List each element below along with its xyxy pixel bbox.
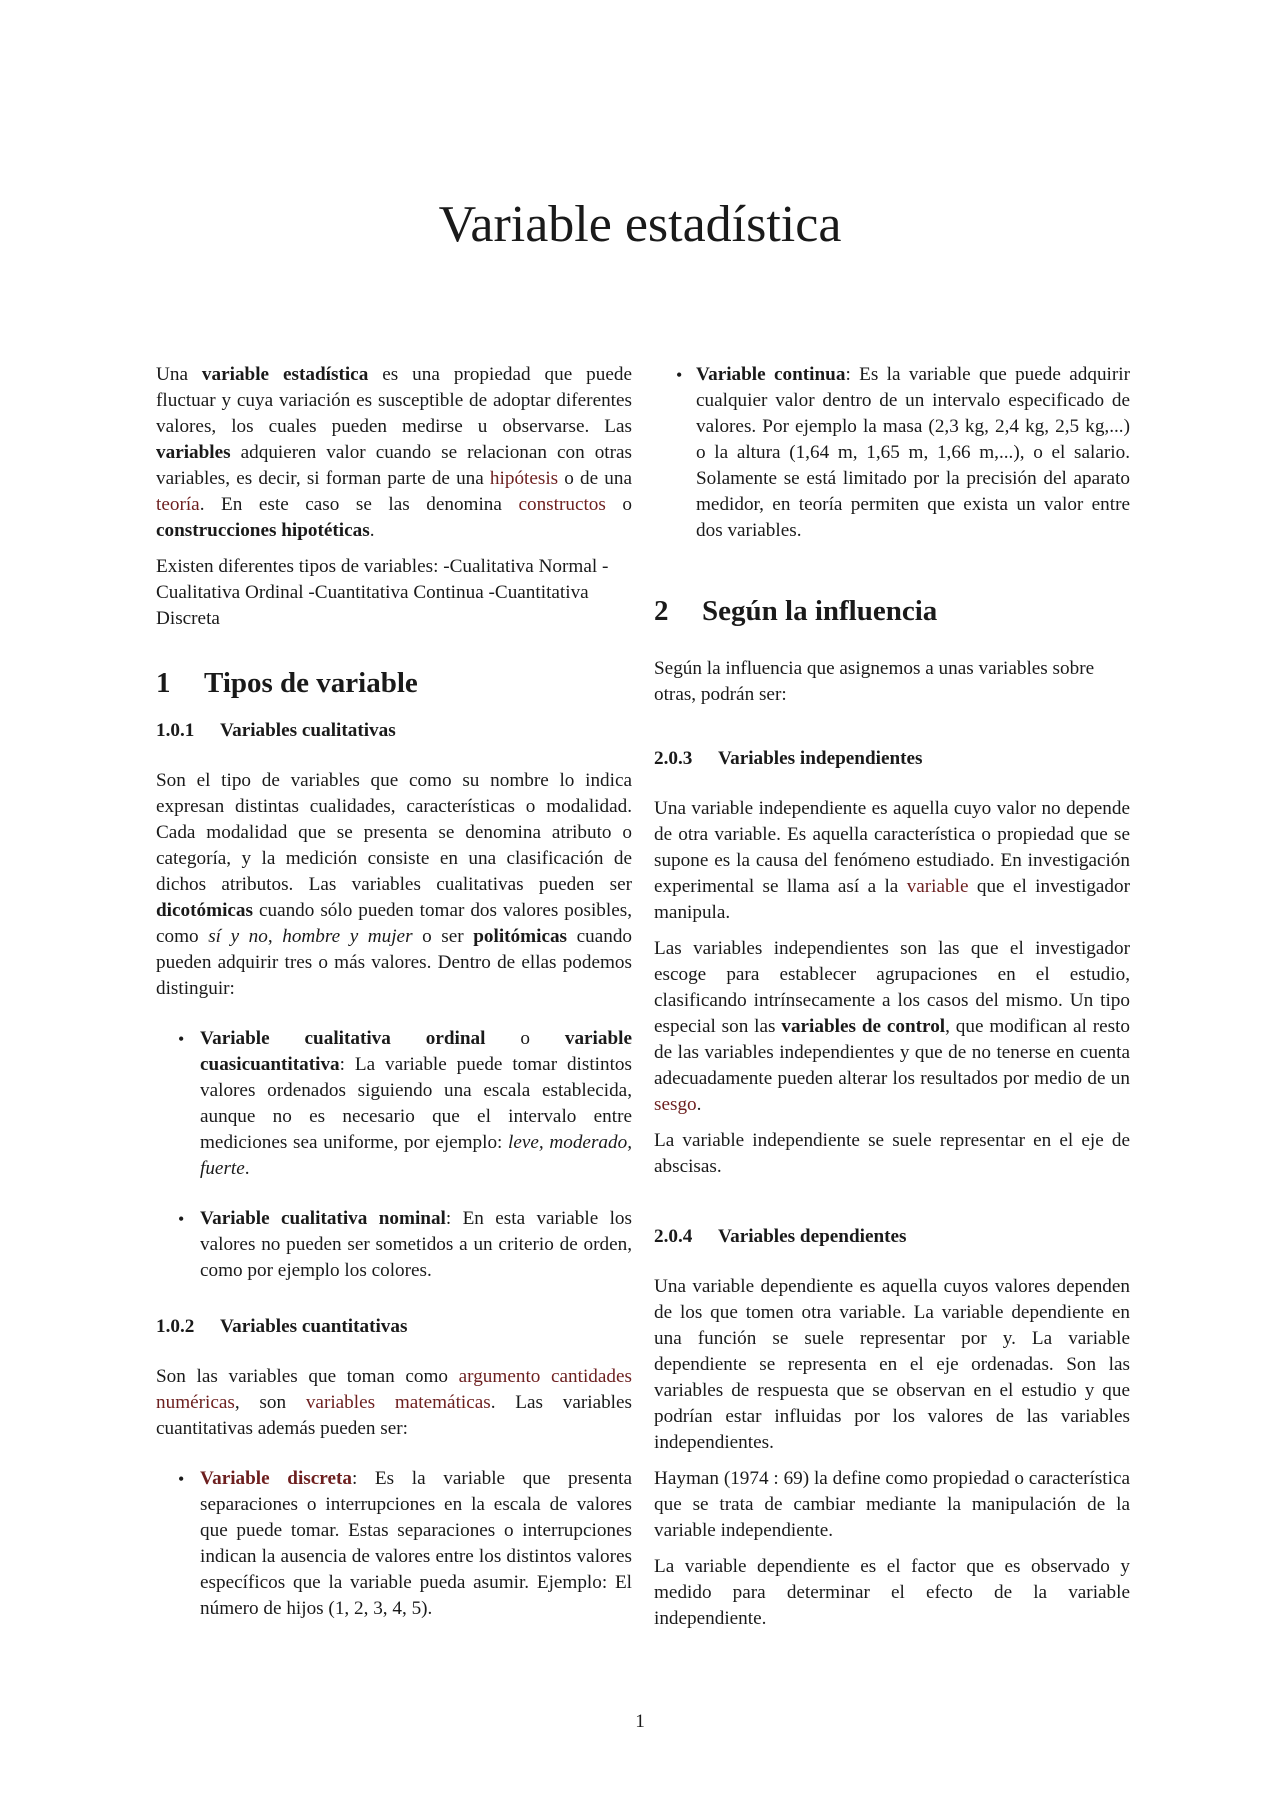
section-2-heading: 2 Según la influencia	[654, 595, 938, 627]
term-construcciones: construcciones hipotéticas	[156, 520, 370, 541]
independientes-paragraph-1: Una variable independiente es aquella cuyo valor no depende de otra variable. Es aquella característica o propiedad que se supone es la causa del fenómeno estudiado. En investigación experimental se llama así a la variable que el investigador manipula.	[654, 798, 1131, 923]
subsection-102-heading: 1.0.2 Variables cuantitativas	[156, 1316, 408, 1337]
link-constructos[interactable]: constructos	[518, 494, 606, 515]
list-item: • Variable cualitativa ordinal o variable cuasicuantitativa: La variable puede tomar distintos valores ordenados siguiendo una escala establecida, aunque no es necesario que el intervalo entre mediciones sea uniforme, por ejemplo: leve, moderado, fuerte.	[156, 1026, 632, 1182]
left-column	[156, 362, 632, 1622]
page-number: 1	[635, 1711, 645, 1732]
link-teoria[interactable]: teoría	[156, 494, 200, 515]
right-column	[654, 362, 1130, 1642]
dependientes-paragraph-3: La variable dependiente es el factor que es observado y medido para determinar el efecto de la variable independiente.	[654, 1556, 1130, 1629]
link-variable[interactable]: variable	[906, 876, 969, 897]
cuantitativas-list-continued	[654, 362, 1130, 544]
cualitativas-paragraph: Son el tipo de variables que como su nombre lo indica expresan distintas cualidades, características o modalidad. Cada modalidad que se presenta se denomina atributo o categoría, y la medición consiste en una clasificación de dichos atributos. Las variables cualitativas pueden ser dicotómicas cuando sólo pueden tomar dos valores posibles, como sí y no, hombre y mujer o ser politómicas cuando pueden adquirir tres o más valores. Dentro de ellas podemos distinguir:	[156, 770, 633, 999]
cuantitativas-list	[156, 1466, 632, 1622]
list-item: • Variable continua: Es la variable que puede adquirir cualquier valor dentro de un intervalo especificado de valores. Por ejemplo la masa (2,3 kg, 2,4 kg, 2,5 kg,...) o la altura (1,64 m, 1,65 m, 1,66 m,...), o el salario. Solamente se está limitado por la precisión del aparato medidor, en teoría permiten que exista un valor entre dos variables.	[654, 362, 1130, 544]
term-variable-estadistica: variable estadística	[201, 364, 369, 385]
list-item: • Variable discreta: Es la variable que presenta separaciones o interrupciones en la escala de valores que puede tomar. Estas separaciones o interrupciones indican la ausencia de valores entre los distintos valores específicos que la variable pueda asumir. Ejemplo: El número de hijos (1, 2, 3, 4, 5).	[156, 1466, 632, 1622]
independientes-paragraph-3: La variable independiente se suele representar en el eje de abscisas.	[654, 1130, 1130, 1177]
section-1-heading: 1 Tipos de variable	[156, 667, 418, 699]
influencia-paragraph: Según la influencia que asignemos a unas variables sobre otras, podrán ser:	[654, 658, 1095, 705]
page-title: Variable estadística	[438, 196, 842, 253]
types-paragraph: Existen diferentes tipos de variables: -Cualitativa Normal -Cualitativa Ordinal -Cuantitativa Continua -Cuantitativa Discreta	[156, 556, 609, 629]
dependientes-paragraph-2: Hayman (1974 : 69) la define como propiedad o característica que se trata de cambiar mediante la manipulación de la variable independiente.	[654, 1468, 1130, 1541]
term-variables: variables	[156, 442, 231, 463]
intro-paragraph: Una variable estadística es una propiedad que puede fluctuar y cuya variación es susceptible de adoptar diferentes valores, los cuales pueden medirse u observarse. Las variables adquieren valor cuando se relacionan con otras variables, es decir, si forman parte de una hipótesis o de una teoría. En este caso se las denomina constructos o construcciones hipotéticas.	[156, 364, 633, 541]
cualitativas-list	[156, 1026, 632, 1284]
link-argumento[interactable]: argumento cantidades numéricas	[156, 1366, 632, 1413]
dependientes-paragraph-1: Una variable dependiente es aquella cuyos valores dependen de los que tomen otra variable. La variable dependiente en una función se suele representar por y. La variable dependiente se representa en el eje ordenadas. Son las variables de respuesta que se observan en el estudio y que podrían estar influidas por los valores de las variables independientes.	[654, 1276, 1130, 1453]
link-variables-matematicas[interactable]: variables matemáticas	[305, 1392, 491, 1413]
list-item: • Variable cualitativa nominal: En esta variable los valores no pueden ser sometidos a un criterio de orden, como por ejemplo los colores.	[156, 1206, 632, 1284]
subsection-204-heading: 2.0.4 Variables dependientes	[654, 1226, 907, 1247]
cuantitativas-paragraph: Son las variables que toman como argumento cantidades numéricas, son variables matemáticas. Las variables cuantitativas además pueden ser:	[156, 1366, 632, 1439]
subsection-101-heading: 1.0.1 Variables cualitativas	[156, 720, 396, 741]
subsection-203-heading: 2.0.3 Variables independientes	[654, 748, 923, 769]
link-hipotesis[interactable]: hipótesis	[489, 468, 559, 489]
link-variable-discreta[interactable]: Variable discreta	[200, 1468, 352, 1489]
link-sesgo[interactable]: sesgo	[654, 1094, 697, 1115]
independientes-paragraph-2: Las variables independientes son las que el investigador escoge para establecer agrupaciones en el estudio, clasificando intrínsecamente a los casos del mismo. Un tipo especial son las variables de control, que modifican al resto de las variables independientes y que de no tenerse en cuenta adecuadamente pueden alterar los resultados por medio de un sesgo.	[654, 938, 1131, 1115]
